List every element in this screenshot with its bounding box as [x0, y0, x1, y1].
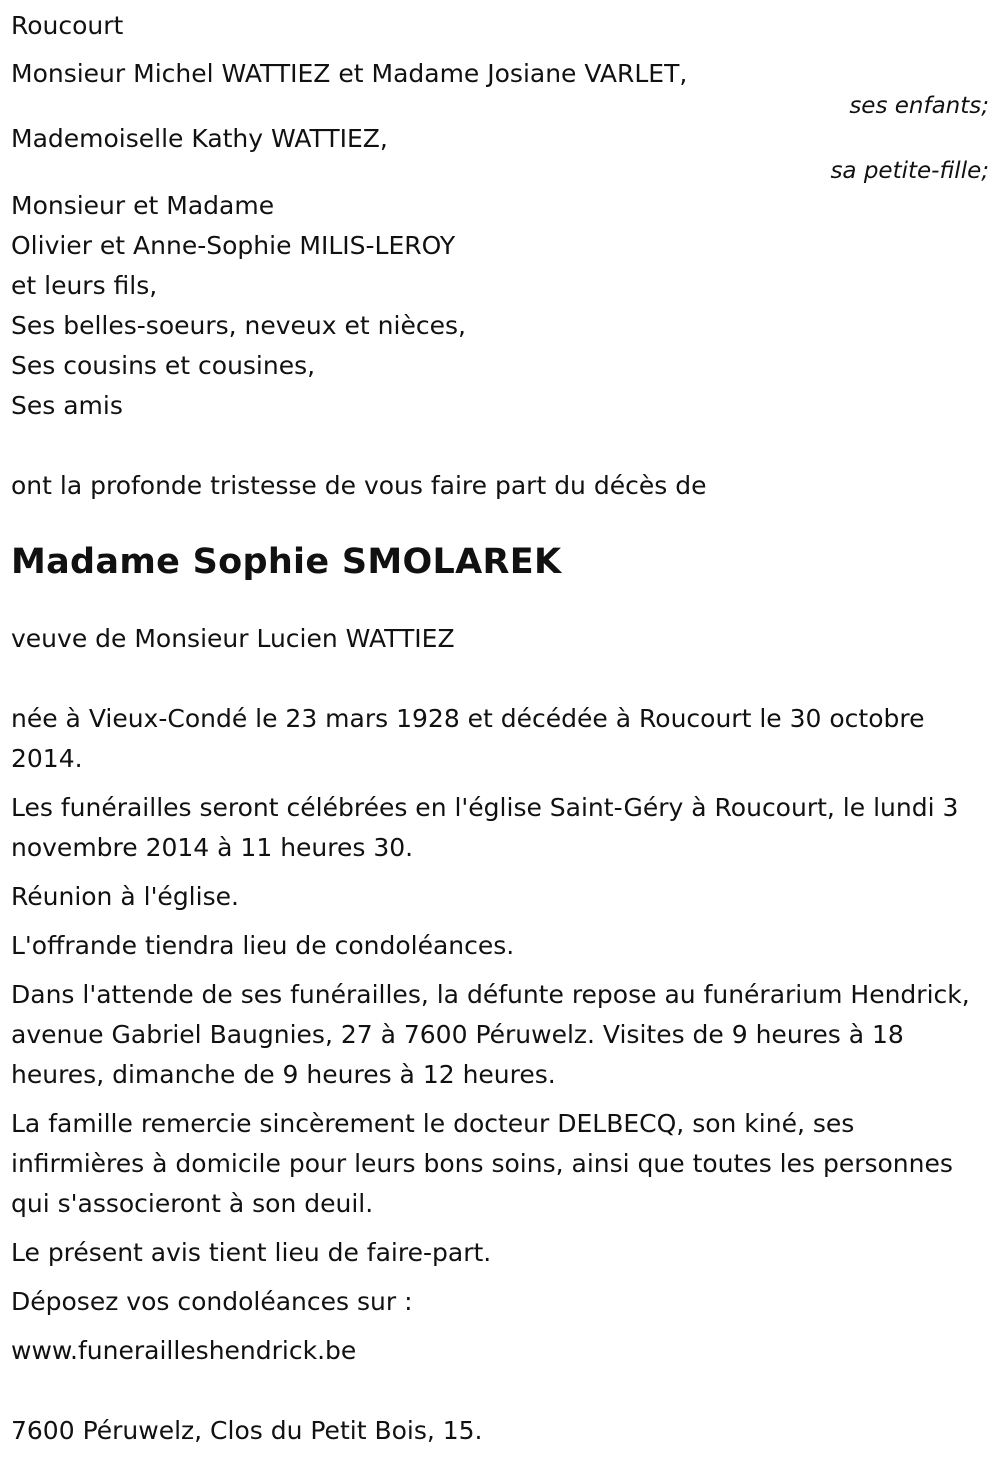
- widow-of-text: veuve de Monsieur Lucien WATTIEZ: [11, 624, 455, 653]
- family-list: [11, 186, 989, 426]
- notice-paragraph: Le présent avis tient lieu de faire-part.: [11, 1238, 492, 1267]
- birth-death-paragraph: née à Vieux-Condé le 23 mars 1928 et décédée à Roucourt le 30 octobre 2014.: [11, 704, 925, 773]
- granddaughter-role: sa petite-fille;: [830, 158, 989, 184]
- announcement-text: ont la profonde tristesse de vous faire part du décès de: [11, 471, 707, 500]
- offering-paragraph: L'offrande tiendra lieu de condoléances.: [11, 931, 515, 960]
- family-line: Olivier et Anne-Sophie MILIS-LEROY: [11, 231, 456, 260]
- deceased-name: Madame Sophie SMOLAREK: [11, 542, 562, 582]
- family-line: et leurs fils,: [11, 271, 158, 300]
- website-link-row: [11, 1331, 989, 1371]
- place-name: Roucourt: [11, 11, 124, 40]
- family-line: Ses cousins et cousines,: [11, 351, 316, 380]
- children-line: Monsieur Michel WATTIEZ et Madame Josiane VARLET,: [11, 59, 688, 88]
- family-line: Ses amis: [11, 391, 123, 420]
- funerarium-paragraph: Dans l'attende de ses funérailles, la défunte repose au funérarium Hendrick, avenue Gabriel Baugnies, 27 à 7600 Péruwelz. Visites de 9 heures à 18 heures, dimanche de 9 heures à 12 heures.: [11, 980, 970, 1089]
- funeral-paragraph: Les funérailles seront célébrées en l'église Saint-Géry à Roucourt, le lundi 3 novembre 2014 à 11 heures 30.: [11, 793, 959, 862]
- meeting-paragraph: Réunion à l'église.: [11, 882, 239, 911]
- address-text: 7600 Péruwelz, Clos du Petit Bois, 15.: [11, 1416, 483, 1445]
- obituary-notice: [11, 6, 989, 1451]
- family-line: Ses belles-soeurs, neveux et nièces,: [11, 311, 466, 340]
- website-link[interactable]: www.funerailleshendrick.be: [11, 1336, 357, 1365]
- family-line: Monsieur et Madame: [11, 191, 275, 220]
- granddaughter-line: Mademoiselle Kathy WATTIEZ,: [11, 124, 388, 153]
- condolences-label: Déposez vos condoléances sur :: [11, 1287, 413, 1316]
- children-role: ses enfants;: [849, 93, 989, 119]
- thanks-paragraph: La famille remercie sincèrement le docteur DELBECQ, son kiné, ses infirmières à domicile pour leurs bons soins, ainsi que toutes les personnes qui s'associeront à son deuil.: [11, 1109, 953, 1218]
